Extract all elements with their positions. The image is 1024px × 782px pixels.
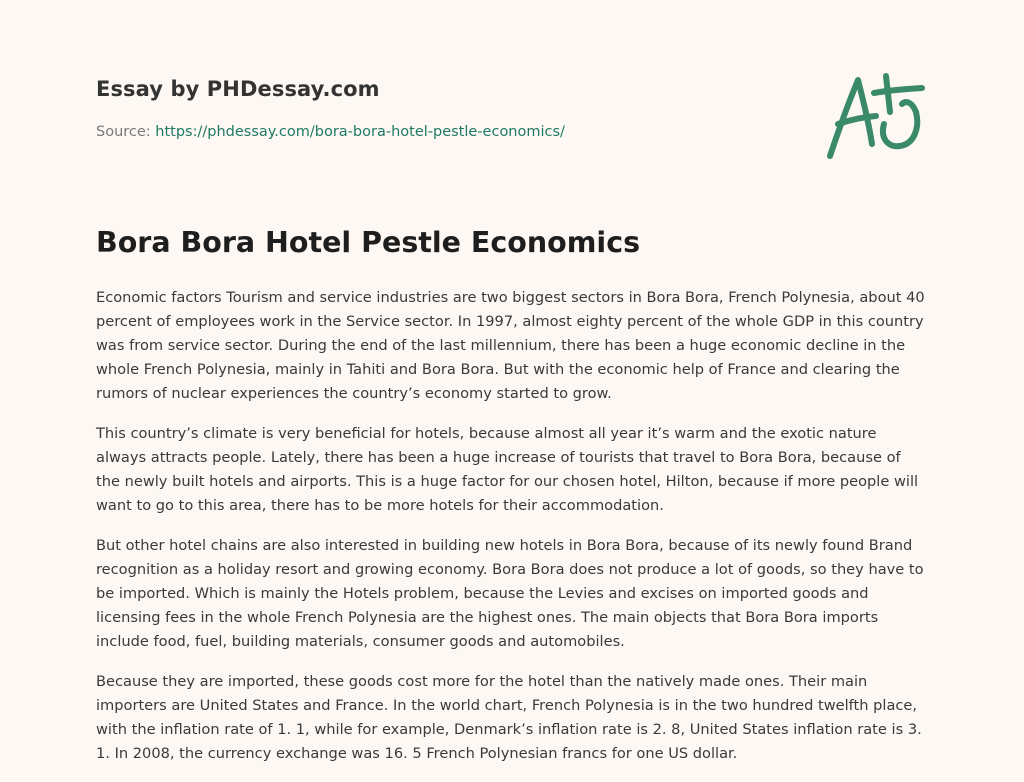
a-plus-grade-icon	[824, 68, 928, 164]
article-body	[96, 286, 928, 782]
paragraph: But other hotel chains are also interested in building new hotels in Bora Bora, because of its newly found Brand recognition as a holiday resort and growing economy. Bora Bora does not produce a lot of goods, so they have to be imported. Which is mainly the Hotels problem, because the Levies and excises on imported goods and licensing fees in the whole French Polynesia are the highest ones. The main objects that Bora Bora imports include food, fuel, building materials, consumer goods and automobiles.	[96, 537, 924, 650]
source-link[interactable]: https://phdessay.com/bora-bora-hotel-pestle-economics/	[155, 124, 565, 140]
site-brand: Essay by PHDessay.com	[96, 77, 380, 101]
source-line	[96, 124, 565, 140]
source-label: Source:	[96, 124, 156, 140]
paragraph: Because they are imported, these goods cost more for the hotel than the natively made ones. Their main importers are United States and France. In the world chart, French Polynesia is in the two hundred twelfth place, with the inflation rate of 1. 1, while for example, Denmark’s inflation rate is 2. 8, United States inflation rate is 3. 1. In 2008, the currency exchange was 16. 5 French Polynesian francs for one US dollar.	[96, 673, 922, 762]
paragraph: Economic factors Tourism and service industries are two biggest sectors in Bora Bora, French Polynesia, about 40 percent of employees work in the Service sector. In 1997, almost eighty percent of the whole GDP in this country was from service sector. During the end of the last millennium, there has been a huge economic decline in the whole French Polynesia, mainly in Tahiti and Bora Bora. But with the economic help of France and clearing the rumors of nuclear experiences the country’s economy started to grow.	[96, 289, 925, 402]
page-title: Bora Bora Hotel Pestle Economics	[96, 226, 641, 259]
paragraph: This country’s climate is very beneficial for hotels, because almost all year it’s warm and the exotic nature always attracts people. Lately, there has been a huge increase of tourists that travel to Bora Bora, because of the newly built hotels and airports. This is a huge factor for our chosen hotel, Hilton, because if more people will want to go to this area, there has to be more hotels for their accommodation.	[96, 425, 919, 514]
